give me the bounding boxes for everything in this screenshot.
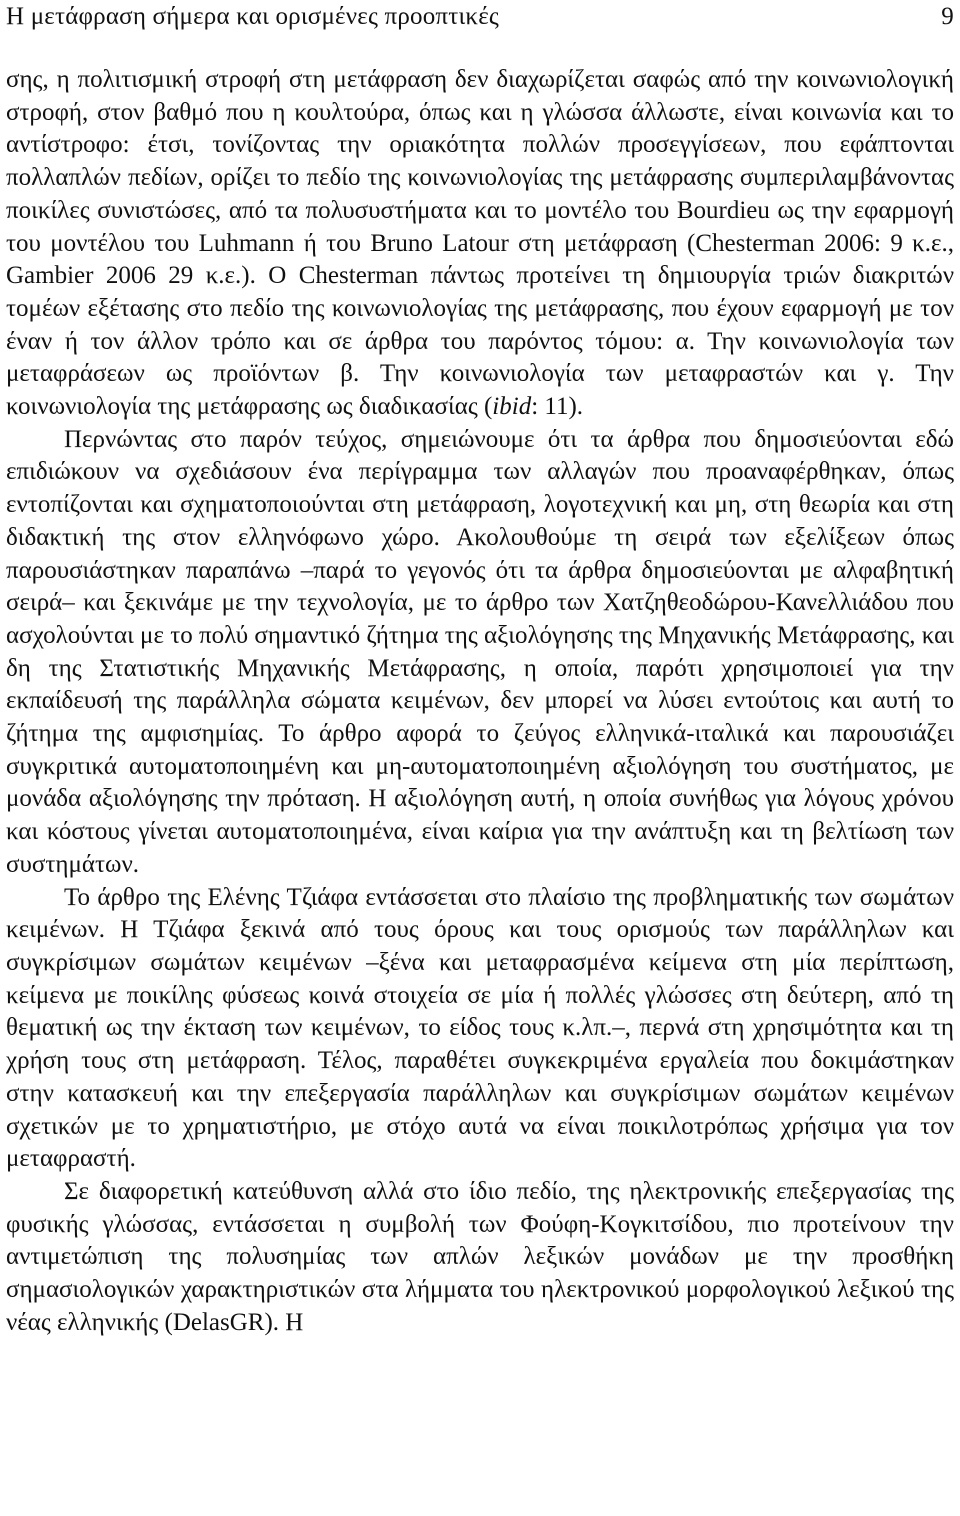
page-number: 9: [941, 3, 954, 30]
paragraph-2: Περνώντας στο παρόν τεύχος, σημειώνουμε ότι τα άρθρα που δημοσιεύονται εδώ επιδιώκουν να σχεδιάσουν ένα περίγραμμα των αλλαγών που προαναφέρθηκαν, όπως εντοπίζονται και σχηματοποιούνται στη μετάφραση, λογοτεχνική και μη, στη θεωρία και στη διδακτική της στον ελληνόφωνο χώρο. Ακολουθούμε τη σειρά των εξελίξεων όπως παρουσιάστηκαν παραπάνω –παρά το γεγονός ότι τα άρθρα δημοσιεύονται με αλφαβητική σειρά– και ξεκινάμε με την τεχνολογία, με το άρθρο των Χατζηθεοδώρου-Κανελλιάδου που ασχολούνται με το πολύ σημαντικό ζήτημα της αξιολόγησης της Μηχανικής Μετάφρασης, και δη της Στατιστικής Μηχανικής Μετάφρασης, η οποία, παρότι χρησιμοποιεί για την εκπαίδευσή της παράλληλα σώματα κειμένων, δεν μπορεί να λύσει εντούτοις και αυτή το ζήτημα της αμφισημίας. Το άρθρο αφορά το ζεύγος ελληνικά-ιταλικά και παρουσιάζει συγκριτικά αυτοματοποιημένη και μη-αυτοματοποιημένη αξιολόγηση του συστήματος, με μονάδα αξιολόγησης την πρόταση. Η αξιολόγηση αυτή, η οποία συνήθως για λόγους χρόνου και κόστους γίνεται αυτοματοποιημένα, είναι καίρια για την ανάπτυξη και τη βελτίωση των συστημάτων.: [6, 425, 954, 878]
paragraph-3: Το άρθρο της Ελένης Τζιάφα εντάσσεται στο πλαίσιο της προβληματικής των σωμάτων κειμένων. Η Τζιάφα ξεκινά από τους όρους και τους ορισμούς των παράλληλων και συγκρίσιμων σωμάτων κειμένων –ξένα και μεταφρασμένα κείμενα στη μία περίπτωση, κείμενα με ποικίλης φύσεως κοινά στοιχεία σε μία ή πολλές γλώσσες στη δεύτερη, από τη θεματική ως την έκταση των κειμένων, το είδος τους κ.λπ.–, περνά στη χρησιμότητα και τη χρήση τους στη μετάφραση. Τέλος, παραθέτει συγκεκριμένα εργαλεία που δοκιμάστηκαν στην κατασκευή και την επεξεργασία παράλληλων και συγκρίσιμων σωμάτων κειμένων σχετικών με το χρηματιστήριο, με στόχο αυτά να είναι ποικιλοτρόπως χρήσιμα για τον μεταφραστή.: [6, 883, 954, 1173]
paragraph-1: [6, 64, 954, 424]
body-text: [6, 64, 954, 1339]
paragraph-1-end: : 11).: [531, 393, 584, 421]
running-header-title: Η μετάφραση σήμερα και ορισμένες προοπτικές: [6, 3, 499, 30]
paragraph-1-text: σης, η πολιτισμική στροφή στη μετάφραση δεν διαχωρίζεται σαφώς από την κοινωνιολογική στροφή, στον βαθμό που η κουλτούρα, όπως και η γλώσσα άλλωστε, είναι κοινωνία και το αντίστροφο: έτσι, τονίζοντας την οριακότητα πολλών προσεγγίσεων, που εφάπτονται πολλαπλών πεδίων, ορίζει το πεδίο της κοινωνιολογίας της μετάφρασης συμπεριλαμβάνοντας ποικίλες συνιστώσες, από τα πολυσυστήματα και το μοντέλο του Bourdieu ως την εφαρμογή του μοντέλου του Luhmann ή του Bruno Latour στη μετάφραση (Chesterman 2006: 9 κ.ε., Gambier 2006 29 κ.ε.). Ο Chesterman πάντως προτείνει τη δημιουργία τριών διακριτών τομέων εξέτασης στο πεδίο της κοινωνιολογίας της μετάφρασης, που έχουν εφαρμογή με τον έναν ή τον άλλον τρόπο και σε άρθρα του παρόντος τόμου: α. Την κοινωνιολογία των μεταφράσεων ως προϊόντων β. Την κοινωνιολογία των μεταφραστών και γ. Την κοινωνιολογία της μετάφρασης ως διαδικασίας (: [6, 66, 954, 421]
paragraph-4: Σε διαφορετική κατεύθυνση αλλά στο ίδιο πεδίο, της ηλεκτρονικής επεξεργασίας της φυσικής γλώσσας, εντάσσεται η συμβολή των Φούφη-Κογκιτσίδου, πιο προτείνουν την αντιμετώπιση της πολυσημίας των απλών λεξικών μονάδων με την προσθήκη σημασιολογικών χαρακτηριστικών στα λήμματα του ηλεκτρονικού μορφολογικού λεξικού της νέας ελληνικής (DelasGR). Η: [6, 1177, 954, 1336]
running-header: [6, 0, 954, 40]
ibid-italic: ibid: [492, 393, 532, 421]
